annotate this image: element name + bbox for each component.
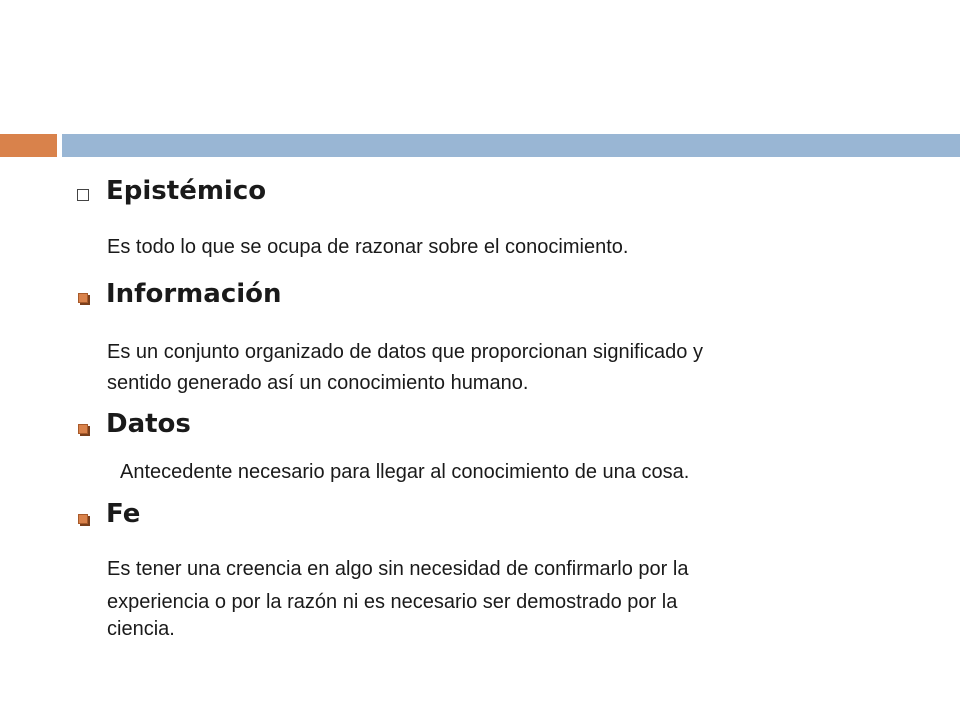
- item-description-line: Es tener una creencia en algo sin necesidad de confirmarlo por la: [107, 558, 689, 580]
- square-bullet-icon: [78, 514, 88, 524]
- item-description-line: Es un conjunto organizado de datos que proporcionan significado y: [107, 341, 703, 363]
- item-description-line: ciencia.: [107, 618, 175, 640]
- item-description: Antecedente necesario para llegar al conocimiento de una cosa.: [120, 461, 690, 483]
- square-bullet-icon: [78, 293, 88, 303]
- header-accent-bar-orange: [0, 134, 57, 157]
- item-title: Información: [106, 279, 282, 309]
- item-description: Es todo lo que se ocupa de razonar sobre el conocimiento.: [107, 236, 629, 258]
- item-title: Fe: [106, 499, 141, 529]
- item-title: Datos: [106, 409, 191, 439]
- header-accent-bar-blue: [62, 134, 960, 157]
- square-bullet-icon: [78, 424, 88, 434]
- item-description-line: sentido generado así un conocimiento humano.: [107, 372, 529, 394]
- item-title: Epistémico: [106, 176, 267, 206]
- item-description-line: experiencia o por la razón ni es necesario ser demostrado por la: [107, 591, 678, 613]
- square-bullet-icon: [77, 189, 89, 201]
